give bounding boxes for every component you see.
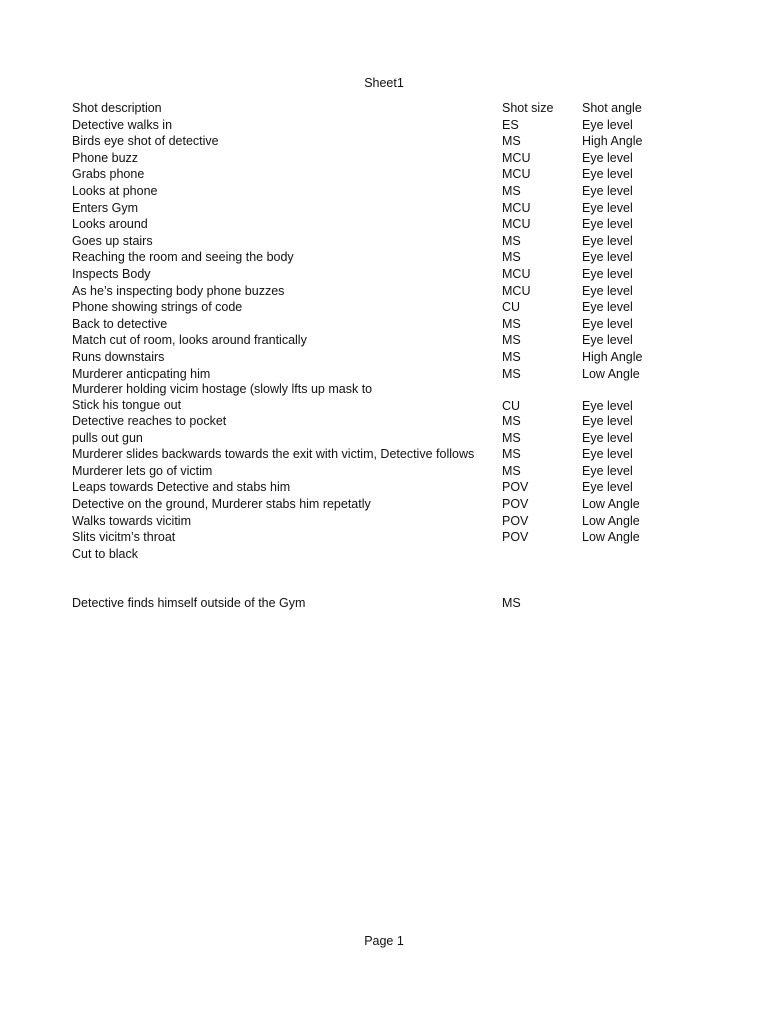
- shot-description: Slits vicitm’s throat: [72, 530, 176, 545]
- table-row: [72, 446, 712, 463]
- shot-size: MCU: [502, 200, 531, 215]
- header-shot-angle: Shot angle: [582, 101, 642, 115]
- shot-size: CU: [502, 398, 521, 413]
- shot-size: MCU: [502, 217, 531, 232]
- shot-description: Enters Gym: [72, 200, 138, 215]
- shot-size: MS: [502, 366, 521, 381]
- shot-size: MS: [502, 447, 521, 462]
- shot-angle: Eye level: [582, 414, 633, 429]
- shot-size: MS: [502, 250, 521, 265]
- table-row: [72, 150, 712, 167]
- shot-angle: Eye level: [582, 266, 633, 281]
- shot-angle: Eye level: [582, 150, 633, 165]
- shot-angle: Low Angle: [582, 366, 640, 381]
- shot-angle: Eye level: [582, 283, 633, 298]
- shot-angle: Eye level: [582, 217, 633, 232]
- table-row: [72, 382, 712, 413]
- table-row: [72, 117, 712, 134]
- shot-description: Detective reaches to pocket: [72, 414, 227, 429]
- shot-description: Murderer lets go of victim: [72, 463, 213, 478]
- shot-angle: Eye level: [582, 480, 633, 495]
- table-row: [72, 513, 712, 530]
- table-row: [72, 332, 712, 349]
- table-row: [72, 166, 712, 183]
- shot-angle: Eye level: [582, 250, 633, 265]
- table-row: [72, 496, 712, 513]
- shot-angle: Eye level: [582, 117, 633, 132]
- shot-description: Detective finds himself outside of the Gym: [72, 596, 306, 611]
- shot-description: Back to detective: [72, 316, 168, 331]
- shot-size: MS: [502, 430, 521, 445]
- table-row: [72, 133, 712, 150]
- shot-size: POV: [502, 530, 529, 545]
- shot-description: pulls out gun: [72, 430, 143, 445]
- table-row: [72, 183, 712, 200]
- table-row: [72, 479, 712, 496]
- table-row: [72, 546, 712, 563]
- shot-description: Murderer anticpating him: [72, 366, 211, 381]
- shot-description: Looks around: [72, 217, 148, 232]
- shot-angle: High Angle: [582, 134, 643, 149]
- shot-size: MCU: [502, 283, 531, 298]
- table-row: [72, 249, 712, 266]
- header-shot-size: Shot size: [502, 101, 554, 115]
- shot-size: MS: [502, 233, 521, 248]
- table-row: [72, 463, 712, 480]
- shot-angle: Low Angle: [582, 530, 640, 545]
- shot-angle: High Angle: [582, 349, 643, 364]
- shot-angle: Eye level: [582, 200, 633, 215]
- shot-description: Murderer slides backwards towards the exit with victim, Detective follows: [72, 447, 475, 462]
- shot-angle: Eye level: [582, 233, 633, 248]
- shot-size: CU: [502, 300, 521, 315]
- shot-size: MS: [502, 316, 521, 331]
- shot-description: Murderer holding vicim hostage (slowly lfts up mask to Stick his tongue out: [72, 382, 373, 412]
- shot-size: POV: [502, 497, 529, 512]
- shot-description: Grabs phone: [72, 167, 145, 182]
- shot-description: Detective walks in: [72, 117, 173, 132]
- shot-angle: Eye level: [582, 316, 633, 331]
- shot-angle: Eye level: [582, 300, 633, 315]
- sheet-title: Sheet1: [364, 76, 404, 90]
- header-shot-description: Shot description: [72, 101, 162, 115]
- shot-description: Inspects Body: [72, 266, 151, 281]
- shot-description: Cut to black: [72, 546, 139, 561]
- shot-size: POV: [502, 480, 529, 495]
- shot-size: POV: [502, 513, 529, 528]
- shot-angle: Eye level: [582, 333, 633, 348]
- shot-description: Walks towards vicitim: [72, 513, 191, 528]
- shot-description: Birds eye shot of detective: [72, 134, 219, 149]
- table-row: [72, 529, 712, 546]
- shot-size: MCU: [502, 266, 531, 281]
- table-row: [72, 430, 712, 447]
- shot-description: Looks at phone: [72, 183, 158, 198]
- shot-size: MS: [502, 183, 521, 198]
- shot-description: Match cut of room, looks around frantically: [72, 333, 307, 348]
- table-row: [72, 413, 712, 430]
- table-row: [72, 266, 712, 283]
- shot-angle: Low Angle: [582, 497, 640, 512]
- shot-size: MS: [502, 596, 521, 611]
- shot-size: ES: [502, 117, 519, 132]
- blank-row: [72, 562, 712, 595]
- shot-description: Goes up stairs: [72, 233, 153, 248]
- shot-angle: Eye level: [582, 447, 633, 462]
- shot-size: MS: [502, 349, 521, 364]
- shot-description: Reaching the room and seeing the body: [72, 250, 294, 265]
- shot-description: Phone showing strings of code: [72, 300, 243, 315]
- table-row: [72, 595, 712, 612]
- table-row: [72, 200, 712, 217]
- shot-table: [72, 100, 712, 612]
- shot-size: MCU: [502, 150, 531, 165]
- table-row: [72, 299, 712, 316]
- shot-angle: Low Angle: [582, 513, 640, 528]
- table-row: [72, 216, 712, 233]
- table-row: [72, 349, 712, 366]
- shot-description: As he’s inspecting body phone buzzes: [72, 283, 285, 298]
- shot-size: MS: [502, 134, 521, 149]
- shot-angle: Eye level: [582, 463, 633, 478]
- table-row: [72, 233, 712, 250]
- table-row: [72, 316, 712, 333]
- shot-angle: Eye level: [582, 167, 633, 182]
- shot-description: Phone buzz: [72, 150, 139, 165]
- table-header-row: [72, 100, 712, 117]
- shot-size: MS: [502, 414, 521, 429]
- table-row: [72, 366, 712, 383]
- page-footer: Page 1: [364, 934, 404, 948]
- shot-description: Detective on the ground, Murderer stabs him repetatly: [72, 497, 371, 512]
- shot-angle: Eye level: [582, 430, 633, 445]
- shot-size: MS: [502, 333, 521, 348]
- shot-size: MCU: [502, 167, 531, 182]
- shot-angle: Eye level: [582, 183, 633, 198]
- table-row: [72, 283, 712, 300]
- shot-description: Runs downstairs: [72, 349, 165, 364]
- shot-description: Leaps towards Detective and stabs him: [72, 480, 291, 495]
- shot-size: MS: [502, 463, 521, 478]
- shot-angle: Eye level: [582, 398, 633, 413]
